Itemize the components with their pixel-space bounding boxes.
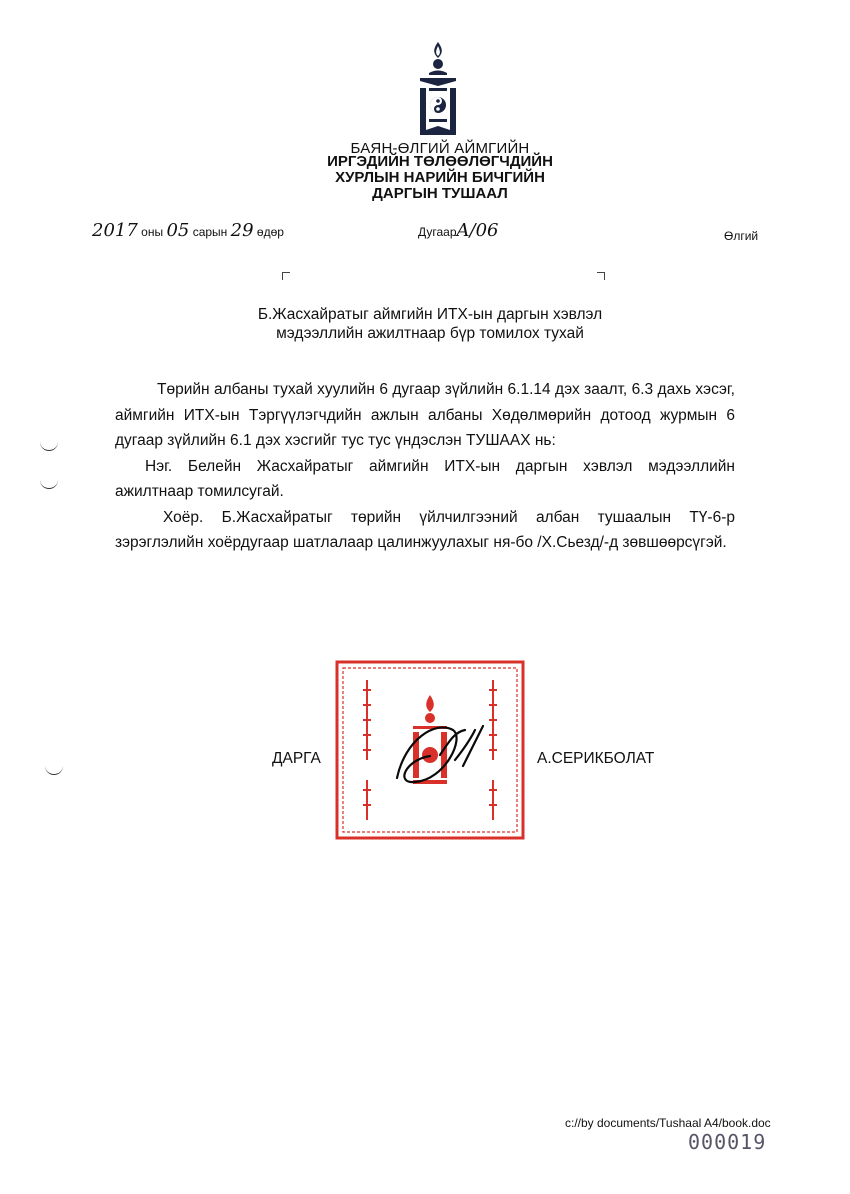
order-number-label: Дугаар: [418, 225, 457, 239]
header-title-block: [230, 154, 650, 202]
soyombo-emblem: [408, 40, 468, 140]
date-field: [92, 220, 284, 241]
paragraph-clause-2: Хоёр. Б.Жасхайратыг төрийн үйлчилгээний албан тушаалын ТҮ-6-р зэрэглэлийн хоёрдугаар шатлалаар цалинжуулахыг ня-бо /Х.Сьезд/-д зөвшөөрсүгэй.: [115, 508, 735, 551]
order-body: [115, 377, 735, 556]
order-number-value: A/06: [456, 220, 499, 241]
header-line-4: ДАРГЫН ТУШААЛ: [372, 185, 508, 202]
header-aimag: БАЯН-ӨЛГИЙ АЙМГИЙН: [350, 140, 530, 157]
paragraph-clause-1: Нэг. Белейн Жасхайратыг аймгийн ИТХ-ын даргын хэвлэл мэдээллийн ажилтнаар томилсугай.: [115, 457, 735, 500]
subject-line-2: мэдээллийн ажилтнаар бүр томилох тухай: [276, 325, 584, 342]
punch-mark: [40, 440, 58, 451]
date-month-label: сарын: [192, 225, 228, 239]
corner-mark-right: [597, 272, 605, 280]
header-line-2: ИРГЭДИЙН ТӨЛӨӨЛӨГЧДИЙН: [327, 153, 553, 170]
signatory-name: А.СЕРИКБОЛАТ: [537, 750, 655, 767]
paragraph-basis: Төрийн албаны тухай хуулийн 6 дугаар зүйлийн 6.1.14 дэх заалт, 6.3 дахь хэсэг, аймгийн ИТХ-ын Тэргүүлэгчдийн ажлын албаны Хөдөлмөрийн дотоод журмын 6 дугаар зүйлийн 6.1 дэх хэсгийг тус тус үндэслэн ТУШААХ нь:: [115, 381, 735, 449]
date-day: 29: [230, 220, 254, 241]
header-line-3: ХУРЛЫН НАРИЙН БИЧГИЙН: [335, 169, 545, 186]
signatory-title: ДАРГА: [272, 750, 321, 767]
date-year-label: оны: [141, 225, 164, 239]
date-day-label: өдөр: [256, 225, 284, 239]
order-subject: [150, 305, 710, 343]
subject-line-1: Б.Жасхайратыг аймгийн ИТХ-ын даргын хэвлэл: [257, 306, 603, 323]
date-month: 05: [166, 220, 190, 241]
punch-mark: [40, 478, 58, 489]
corner-mark-left: [282, 272, 290, 280]
date-year: 2017: [92, 220, 138, 241]
place: Өлгий: [724, 229, 759, 243]
official-seal: [335, 660, 525, 840]
file-path: c://by documents/Tushaal A4/book.doc: [565, 1116, 771, 1130]
order-number: [418, 220, 499, 241]
serial-number: 000019: [688, 1130, 767, 1154]
punch-mark: [45, 764, 63, 775]
